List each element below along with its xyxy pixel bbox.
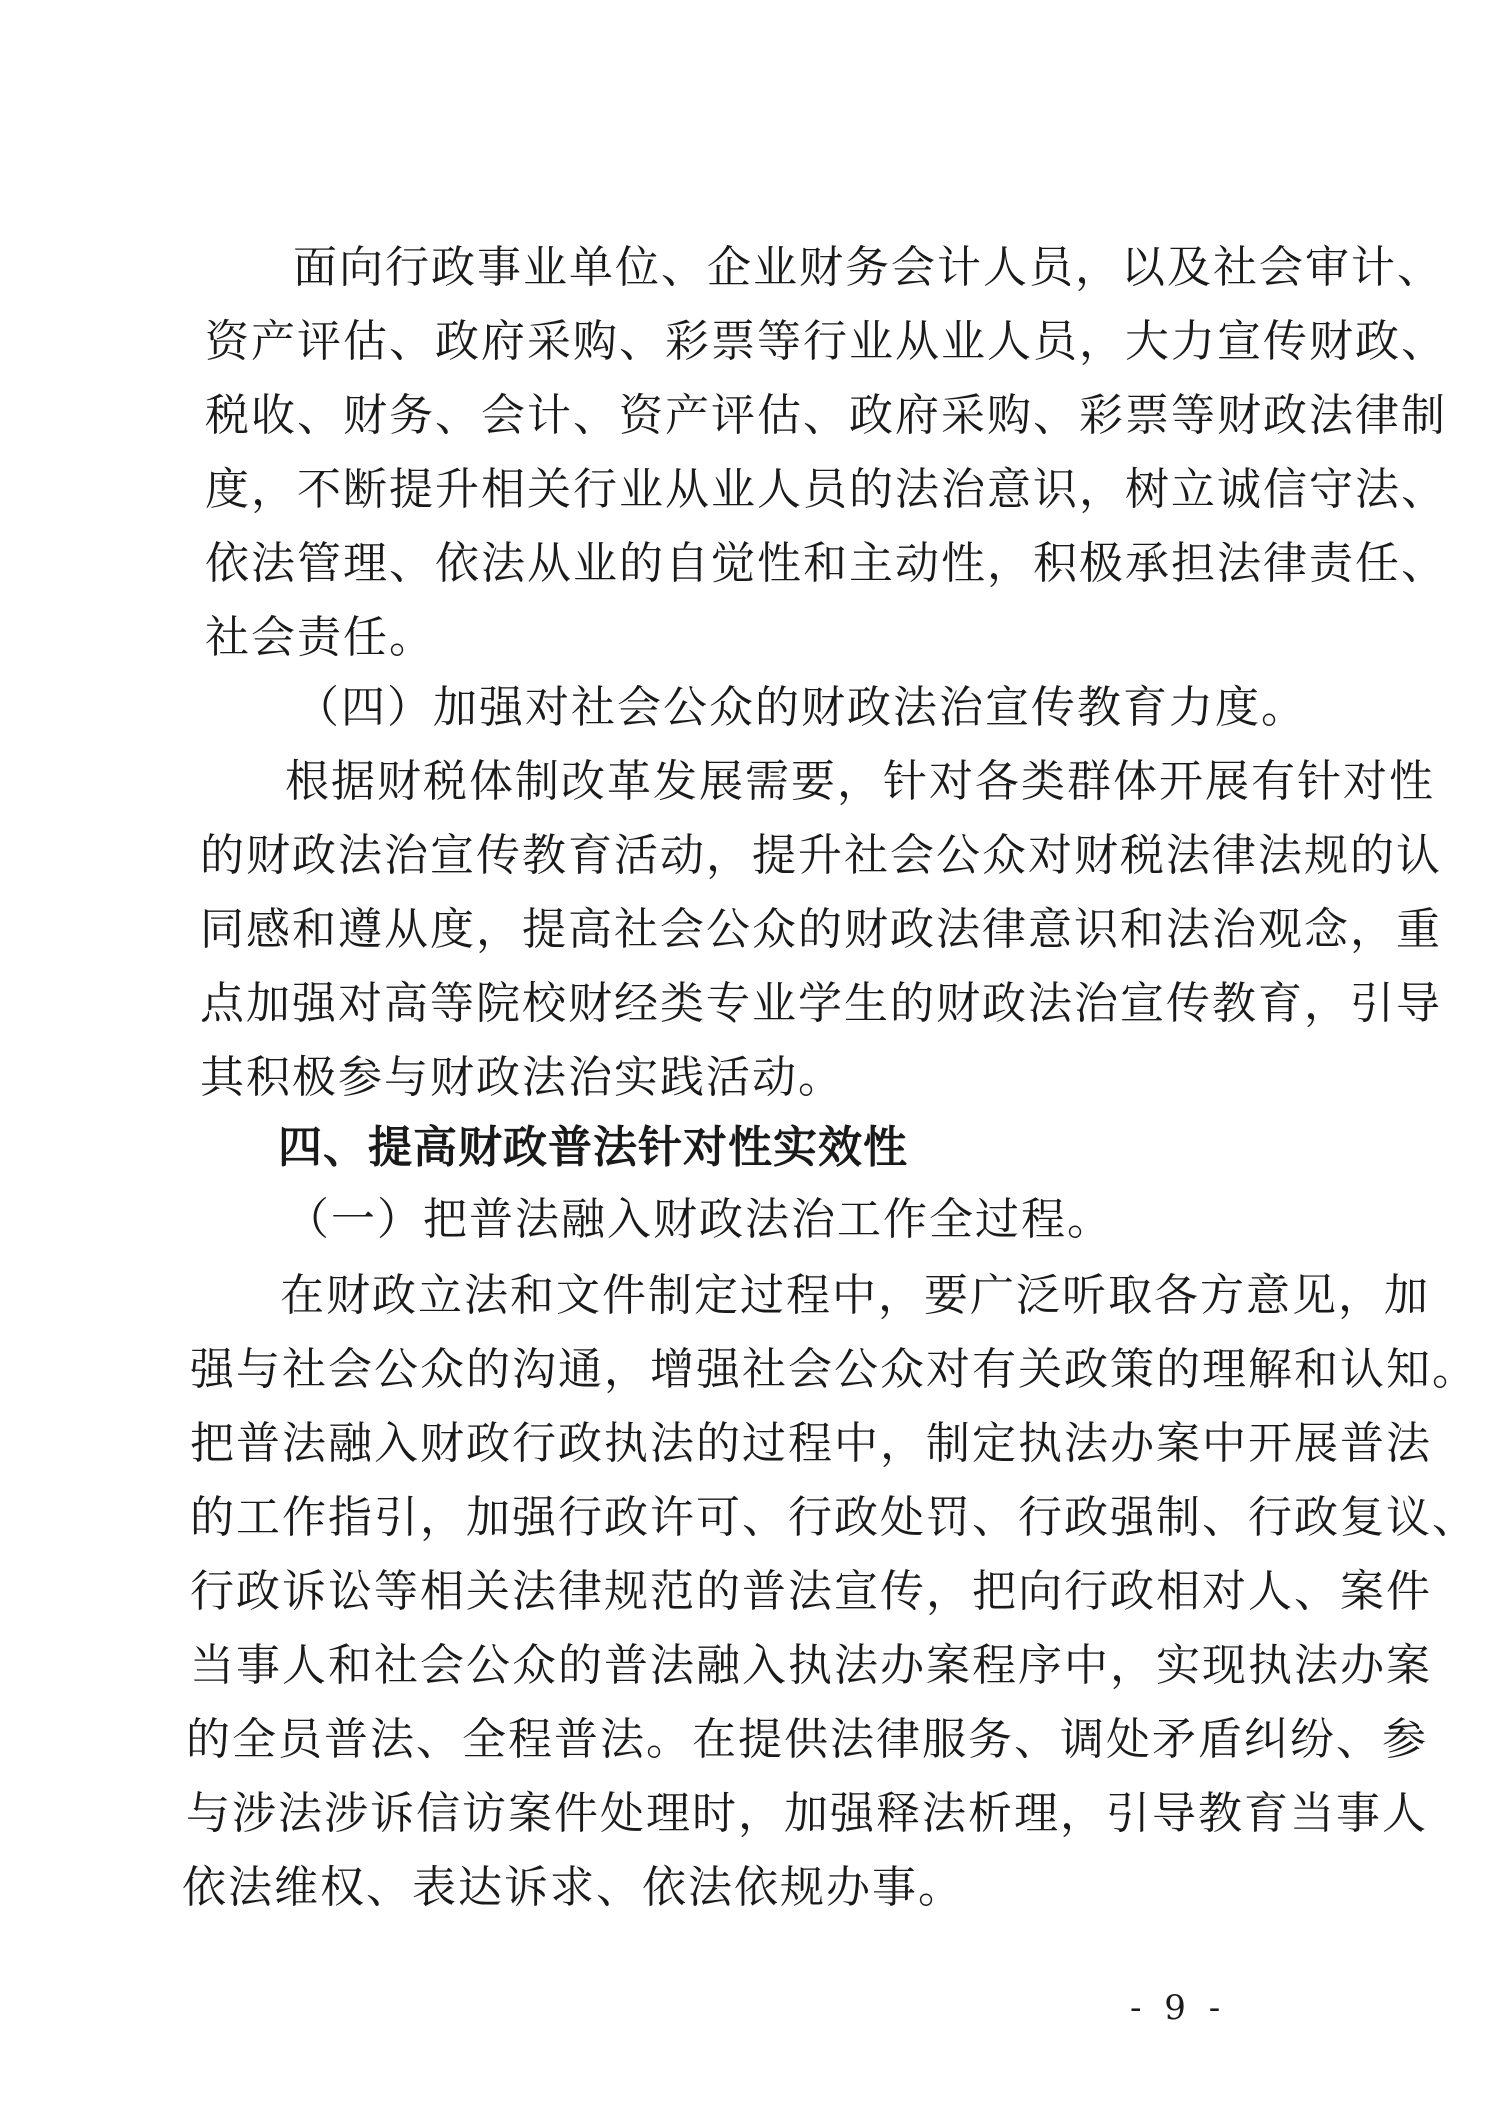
paragraph-line: 社会责任。 (205, 612, 435, 663)
subsection-heading: （四）加强对社会公众的财政法治宣传教育力度。 (295, 682, 1307, 733)
paragraph-line: 面向行政事业单位、企业财务会计人员，以及社会审计、 (293, 242, 1443, 293)
paragraph-line: 把普法融入财政行政执法的过程中，制定执法办案中开展普法 (190, 1418, 1432, 1469)
paragraph-line: 当事人和社会公众的普法融入执法办案程序中，实现执法办案 (190, 1640, 1432, 1691)
paragraph-line: 的全员普法、全程普法。在提供法律服务、调处矛盾纠纷、参 (186, 1714, 1428, 1765)
paragraph-line: 与涉法涉诉信访案件处理时，加强释法析理，引导教育当事人 (186, 1788, 1428, 1839)
paragraph-line: 度，不断提升相关行业从业人员的法治意识，树立诚信守法、 (205, 464, 1447, 515)
paragraph-line: 依法维权、表达诉求、依法依规办事。 (182, 1862, 964, 1913)
paragraph-line: 点加强对高等院校财经类专业学生的财政法治宣传教育，引导 (200, 978, 1442, 1029)
paragraph-line: 税收、财务、会计、资产评估、政府采购、彩票等财政法律制 (205, 390, 1447, 441)
paragraph-line: 依法管理、依法从业的自觉性和主动性，积极承担法律责任、 (205, 538, 1447, 589)
paragraph-line: 行政诉讼等相关法律规范的普法宣传，把向行政相对人、案件 (190, 1566, 1432, 1617)
paragraph-line: 同感和遵从度，提高社会公众的财政法律意识和法治观念，重 (200, 904, 1442, 955)
paragraph-line: 强与社会公众的沟通，增强社会公众对有关政策的理解和认知。 (190, 1344, 1478, 1395)
paragraph-line: 其积极参与财政法治实践活动。 (200, 1052, 844, 1103)
subsection-heading: （一）把普法融入财政法治工作全过程。 (285, 1194, 1113, 1245)
paragraph-line: 的财政法治宣传教育活动，提升社会公众对财税法律法规的认 (200, 830, 1442, 881)
paragraph-line: 根据财税体制改革发展需要，针对各类群体开展有针对性 (285, 756, 1435, 807)
page-number: - 9 - (1130, 1988, 1227, 2028)
paragraph-line: 在财政立法和文件制定过程中，要广泛听取各方意见，加 (280, 1270, 1430, 1321)
section-heading: 四、提高财政普法针对性实效性 (278, 1122, 908, 1173)
paragraph-line: 资产评估、政府采购、彩票等行业从业人员，大力宣传财政、 (205, 316, 1447, 367)
paragraph-line: 的工作指引，加强行政许可、行政处罚、行政强制、行政复议、 (190, 1492, 1478, 1543)
